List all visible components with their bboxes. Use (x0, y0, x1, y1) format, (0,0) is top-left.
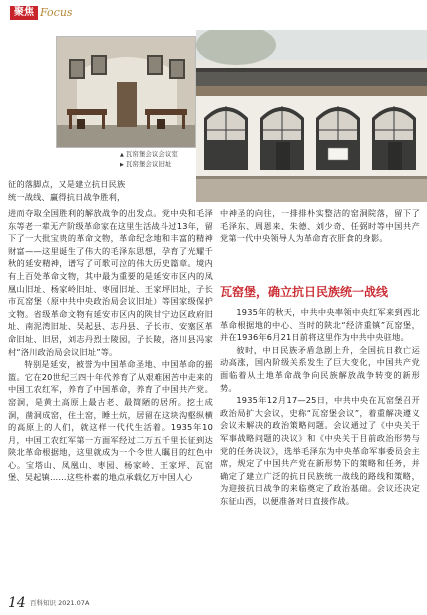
right-top-paragraph: 中神圣的向往，一排排朴实整洁的窑洞院落，留下了毛泽东、周恩来、朱德、刘少奇、任弼时等中国共产党第一代中央领导人为革命育衣肝食的身影。 (220, 208, 420, 244)
section-title-en: Focus (40, 6, 73, 19)
meeting-room-photo (56, 36, 196, 148)
left-line: 统一战线、赢得抗日战争胜利， (8, 191, 126, 202)
magazine-issue: 百科知识 2021.07A (30, 599, 90, 607)
triangle-icon: ▶ (120, 162, 124, 168)
paragraph: 进而夺取全国胜利的解放战争的出发点。党中央和毛泽东等老一辈无产阶级革命家在这里生活战斗过13年，留下了一大批宝贵的革命文物，革命纪念地和丰富的精神财富——这里诞生了伟大的毛泽东思想，孕育了光耀千秋的延安精神，谱写了可歌可泣的伟大历史篇章。境内有上百处革命文物，其中最为重要的是延安市区内的凤凰山旧址、杨家岭旧址、枣园旧址、王家坪旧址，子长市瓦窑堡（原中共中央政治局会议旧址）等国家级保护文物。省级革命文物有延安市区内的陕甘宁边区政府旧址、南泥湾旧址、吴起县、志丹县、子长市、安塞区革命旧址、旧居，刘志丹烈士陵园，子长陵，洛川县冯家村“洛川政治局会议旧址”等。 (8, 208, 213, 357)
section-subheading: 瓦窑堡，确立抗日民族统一战线 (220, 285, 389, 299)
right-body-column (220, 306, 420, 591)
paragraph: 特别是延安，被誉为中国革命圣地、中国革命的摇篮。它在20世纪三四十年代养育了从艰难困苦中走来的中国工农红军，养育了中国革命，养育了中国共产党。窑洞，是黄土高原上最古老、最简陋的居所。挖土成洞，凿洞成窑，住土窑，睡土炕，居留在这块沟壑纵横的高原上的人们，就这样一代代生活着。1935年10月，中国工农红军第一方面军经过二万五千里长征到达陕北革命根据地，这里就成为一个令世人瞩目的红色中心。宝塔山、凤凰山、枣园、杨家岭、王家坪、瓦窑堡、吴起镇……这些朴素的地点承载亿万中国人心 (8, 359, 213, 483)
paragraph: 1935年的秋天，中共中央率领中央红军来到西北革命根据地的中心、当时的陕北“经济重镇”瓦窑堡，并在1936年6月21日前将这里作为中共中央驻地。 (220, 307, 420, 343)
paragraph: 彼时，中日民族矛盾急剧上升，全国抗日救亡运动高涨，国内阶级关系发生了巨大变化，中国共产党面临着从土地革命战争向民族解放战争转变的新形势。 (220, 344, 420, 393)
meeting-site-photo (196, 30, 427, 202)
triangle-icon: ▲ (120, 152, 124, 158)
photo1-caption: ▲ 瓦窑堡会议会议室 (120, 150, 178, 158)
page-number: 14 (8, 595, 26, 611)
page-header (0, 0, 427, 32)
photo2-caption: ▶ 瓦窑堡会议旧址 (120, 160, 172, 168)
paragraph: 1935年12月17—25日，中共中央在瓦窑堡召开政治局扩大会议，史称“瓦窑堡会议”，着重解决遵义会议未解决的政治策略问题。会议通过了《中央关于军事战略问题的决议》和《中央关于目前政治形势与党的任务决议》，选举毛泽东为中央革命军事委员会主席，规定了中国共产党在新形势下的策略和任务，并确定了建立广泛的抗日民族统一战线的路线和策略，为迎接抗日战争的来临奠定了政治基础。会议还决定东征山西，以便准备对日直接作战。 (220, 395, 420, 506)
left-intro-lines (8, 178, 193, 203)
left-body-column (8, 207, 213, 591)
section-tag: 聚焦 (10, 6, 38, 20)
left-line: 征的落脚点，又是建立抗日民族 (8, 179, 126, 189)
